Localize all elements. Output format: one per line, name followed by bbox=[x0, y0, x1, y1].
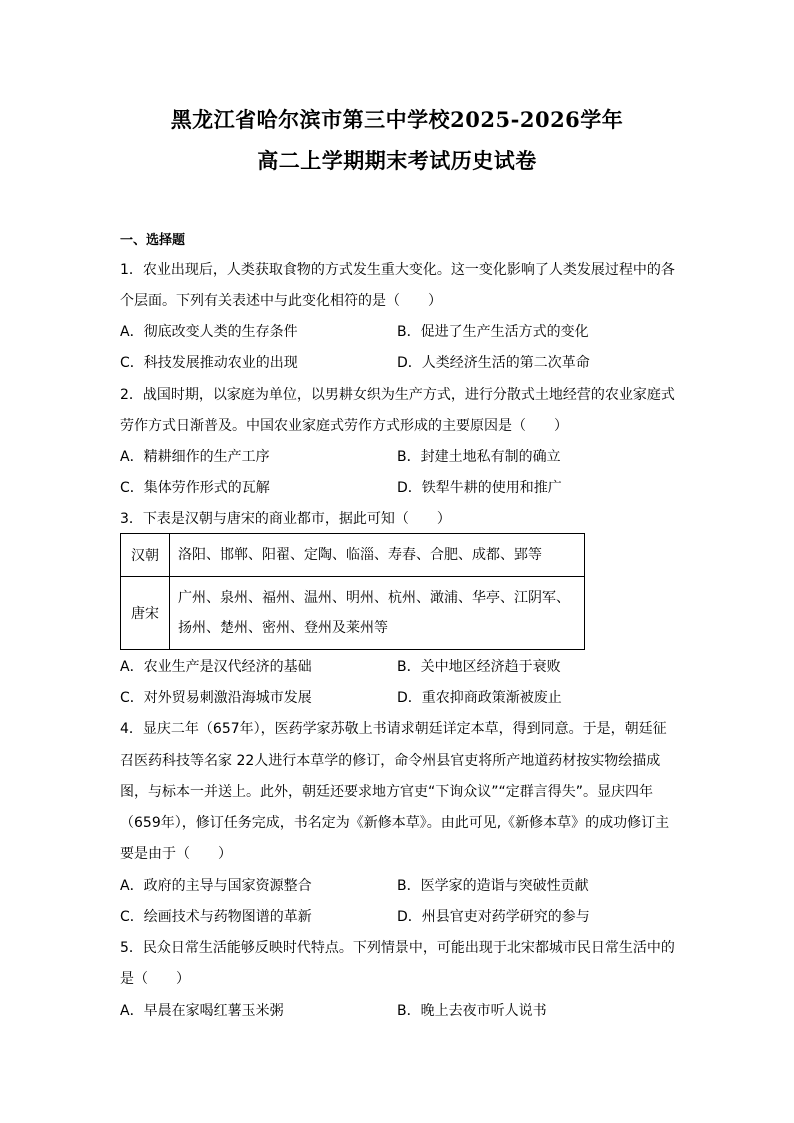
table-row bbox=[121, 534, 585, 577]
question-2-line-1: 2．战国时期，以家庭为单位，以男耕女织为生产方式，进行分散式土地经营的农业家庭式 bbox=[120, 387, 675, 403]
question-2-option-b: B．封建土地私有制的确立 bbox=[397, 449, 561, 465]
question-2-line-2: 劳作方式日渐普及。中国农业家庭式劳作方式形成的主要原因是（ ） bbox=[120, 418, 568, 434]
city-table bbox=[120, 533, 585, 650]
question-4-option-c: C．绘画技术与药物图谱的革新 bbox=[120, 909, 312, 925]
question-5-line-2: 是（ ） bbox=[120, 971, 190, 987]
question-5-option-b: B．晚上去夜市听人说书 bbox=[397, 1003, 547, 1019]
question-4-option-b: B．医学家的造诣与突破性贡献 bbox=[397, 878, 589, 894]
question-2-option-d: D．铁犁牛耕的使用和推广 bbox=[397, 480, 562, 496]
question-3-line-1: 3．下表是汉朝与唐宋的商业都市，据此可知（ ） bbox=[120, 511, 451, 527]
question-1-option-c: C．科技发展推动农业的出现 bbox=[120, 355, 298, 371]
table-cell-line: 广州、泉州、福州、温州、明州、杭州、澉浦、华亭、江阴军、 bbox=[178, 590, 570, 606]
table-row-label: 唐宋 bbox=[121, 577, 170, 650]
question-4-line-1: 4．显庆二年（657年），医药学家苏敬上书请求朝廷详定本草，得到同意。于是，朝廷征 bbox=[120, 721, 667, 737]
table-row bbox=[121, 577, 585, 650]
question-3-option-c: C．对外贸易刺激沿海城市发展 bbox=[120, 690, 312, 706]
question-5-line-1: 5．民众日常生活能够反映时代特点。下列情景中，可能出现于北宋都城市民日常生活中的 bbox=[120, 940, 675, 956]
question-4-line-5: 要是由于（ ） bbox=[120, 846, 232, 862]
question-2-option-c: C．集体劳作形式的瓦解 bbox=[120, 480, 270, 496]
question-4-option-a: A．政府的主导与国家资源整合 bbox=[120, 878, 312, 894]
section-heading: 一、选择题 bbox=[120, 233, 186, 248]
exam-title-line1: 黑龙江省哈尔滨市第三中学校2025-2026学年 bbox=[170, 107, 624, 132]
table-row-cities bbox=[170, 534, 585, 577]
question-1-line-1: 1．农业出现后，人类获取食物的方式发生重大变化。这一变化影响了人类发展过程中的各 bbox=[120, 262, 675, 278]
question-3-option-b: B．关中地区经济趋于衰败 bbox=[397, 659, 561, 675]
question-2-option-a: A．精耕细作的生产工序 bbox=[120, 449, 270, 465]
question-1-option-b: B．促进了生产生活方式的变化 bbox=[397, 324, 589, 340]
question-4-line-3: 图，与标本一并送上。此外，朝廷还要求地方官吏“下询众议”“定群言得失”。显庆四年 bbox=[120, 784, 654, 800]
question-1-line-2: 个层面。下列有关表述中与此变化相符的是（ ） bbox=[120, 293, 442, 309]
question-4-option-d: D．州县官吏对药学研究的参与 bbox=[397, 909, 590, 925]
table-cell-line: 洛阳、邯郸、阳翟、定陶、临淄、寿春、合肥、成都、郢等 bbox=[178, 547, 542, 563]
question-3-option-a: A．农业生产是汉代经济的基础 bbox=[120, 659, 312, 675]
question-3-option-d: D．重农抑商政策渐被废止 bbox=[397, 690, 562, 706]
table-cell-line: 扬州、楚州、密州、登州及莱州等 bbox=[178, 620, 388, 636]
question-4-line-4: （659年），修订任务完成，书名定为《新修本草》。由此可见,《新修本草》的成功修订主 bbox=[120, 815, 670, 831]
question-1-option-d: D．人类经济生活的第二次革命 bbox=[397, 355, 590, 371]
question-1-option-a: A．彻底改变人类的生存条件 bbox=[120, 324, 298, 340]
question-5-option-a: A．早晨在家喝红薯玉米粥 bbox=[120, 1003, 284, 1019]
table-row-cities bbox=[170, 577, 585, 650]
exam-title-line2: 高二上学期期末考试历史试卷 bbox=[257, 148, 537, 173]
question-4-line-2: 召医药科技等名家 22人进行本草学的修订，命令州县官吏将所产地道药材按实物绘描成 bbox=[120, 753, 661, 769]
table-row-label: 汉朝 bbox=[121, 534, 170, 577]
